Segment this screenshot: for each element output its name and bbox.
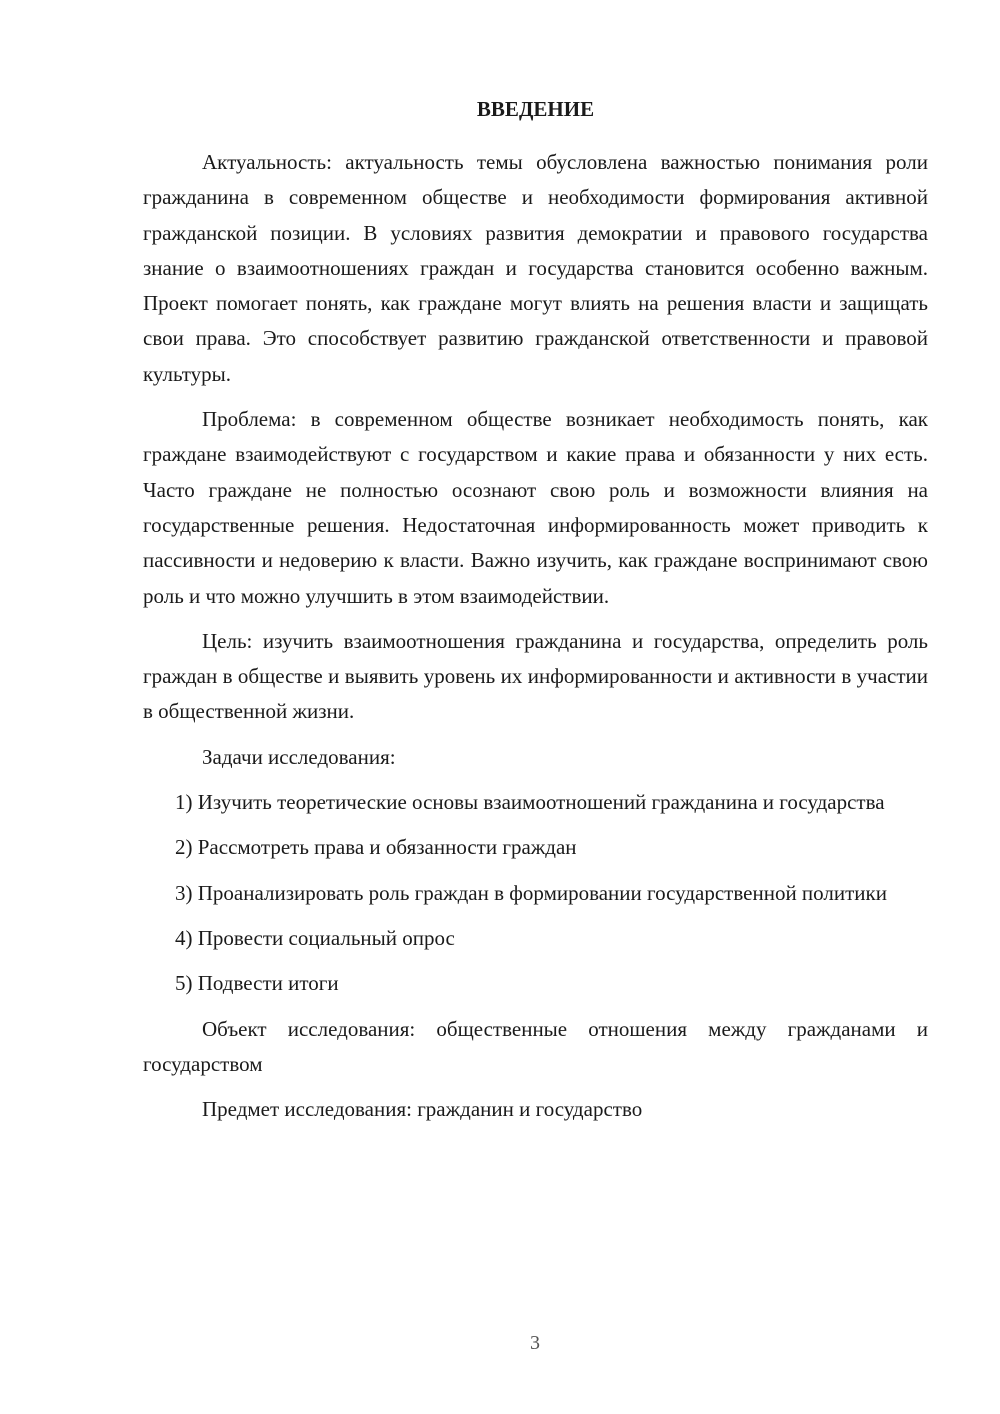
list-item: 3) Проанализировать роль граждан в формировании государственной политики: [175, 880, 887, 905]
list-item: 5) Подвести итоги: [175, 971, 339, 996]
list-item: 1) Изучить теоретические основы взаимоотношений гражданина и государства: [175, 790, 885, 815]
document-page: [143, 92, 928, 1127]
goal-paragraph: Цель: изучить взаимоотношения гражданина и государства, определить роль граждан в обществе и выявить уровень их информированности и активности в участии в общественной жизни.: [143, 628, 928, 724]
tasks-heading: Задачи исследования:: [202, 744, 396, 769]
relevance-paragraph: Актуальность: актуальность темы обусловлена важностью понимания роли гражданина в современном обществе и необходимости формирования активной гражданской позиции. В условиях развития демократии и правового государства знание о взаимоотношениях граждан и государства становится особенно важным. Проект помогает понять, как граждане могут влиять на решения власти и защищать свои права. Это способствует развитию гражданской ответственности и правовой культуры.: [143, 150, 928, 386]
list-item: 4) Провести социальный опрос: [175, 925, 455, 950]
page-title: ВВЕДЕНИЕ: [476, 97, 595, 121]
problem-paragraph: Проблема: в современном обществе возникает необходимость понять, как граждане взаимодействуют с государством и какие права и обязанности у них есть. Часто граждане не полностью осознают свою роль и возможности влияния на государственные решения. Недостаточная информированность может приводить к пассивности и недоверию к власти. Важно изучить, как граждане воспринимают свою роль и что можно улучшить в этом взаимодействии.: [143, 407, 928, 608]
page-number: 3: [530, 1332, 540, 1354]
object-paragraph: Объект исследования: общественные отношения между гражданами и государством: [143, 1016, 928, 1076]
subject-paragraph: Предмет исследования: гражданин и государство: [202, 1097, 643, 1122]
list-item: 2) Рассмотреть права и обязанности граждан: [175, 835, 577, 860]
